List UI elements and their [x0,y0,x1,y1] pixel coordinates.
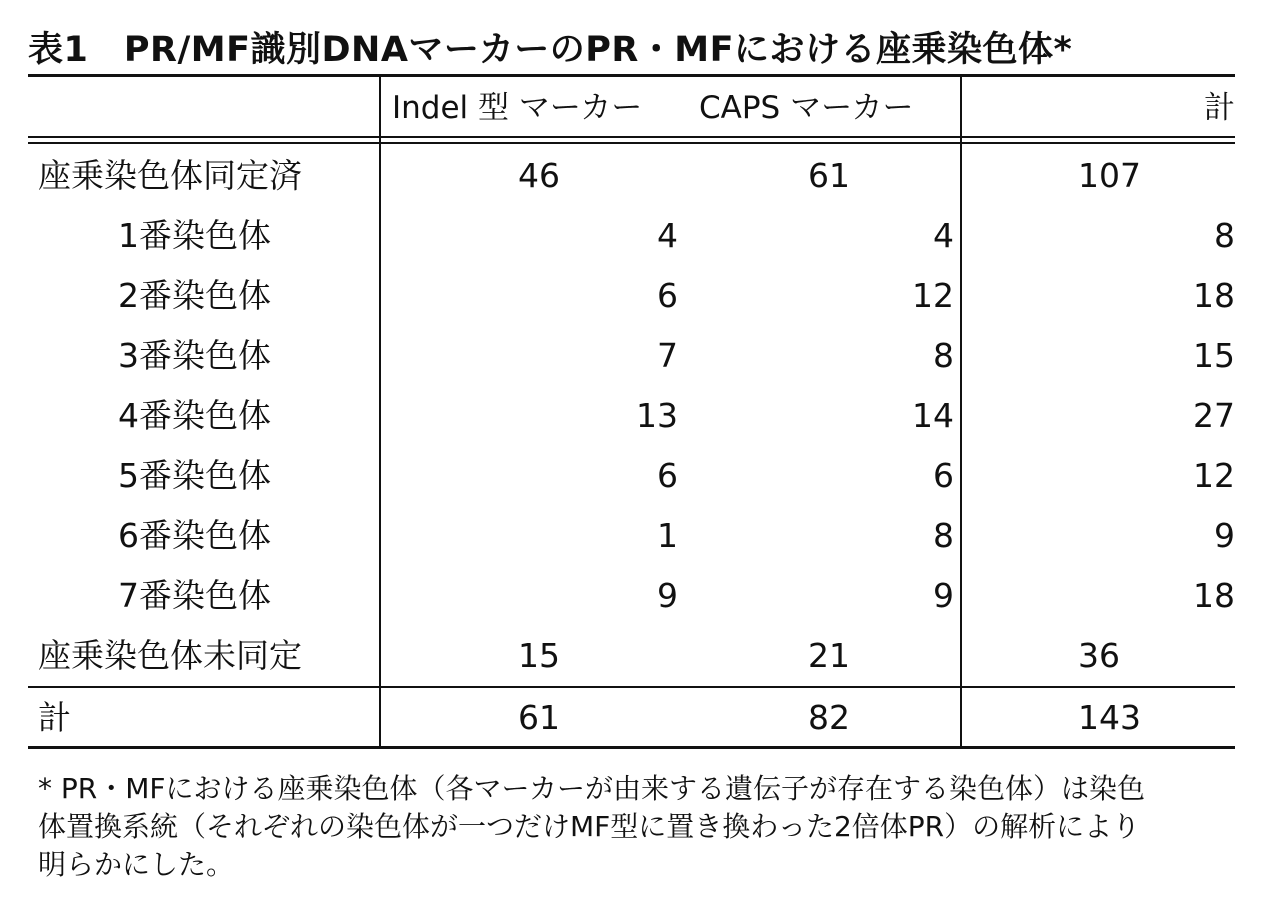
caps-value: 4 [933,216,954,255]
footnote-line-2: 体置換系統（それぞれの染色体が一つだけMF型に置き換わった2倍体PR）の解析により [38,810,1141,843]
indel-value: 15 [518,636,560,675]
total-value: 18 [1193,276,1235,315]
table-row-chr6 [28,506,1235,566]
footnote [38,770,1248,884]
caps-value: 8 [933,336,954,375]
indel-value: 13 [636,396,678,435]
table-row-chr2 [28,266,1235,326]
footnote-line-3: 明らかにした。 [38,848,235,881]
row-label: 5番染色体 [118,456,271,495]
total-value: 107 [1078,156,1141,195]
row-label: 3番染色体 [118,336,271,375]
caps-value: 8 [933,516,954,555]
header-rule-2 [28,142,1235,144]
indel-value: 1 [657,516,678,555]
indel-value: 6 [657,456,678,495]
table-row-total [28,688,1235,748]
table-row-chr7 [28,566,1235,626]
total-value: 27 [1193,396,1235,435]
table-row-chr4 [28,386,1235,446]
indel-value: 4 [657,216,678,255]
row-label: 座乗染色体未同定 [38,636,302,675]
total-value: 18 [1193,576,1235,615]
table-row-chr5 [28,446,1235,506]
total-value: 143 [1078,698,1141,737]
top-rule [28,74,1235,77]
marker-table [28,74,1235,749]
total-value: 8 [1214,216,1235,255]
table-row-unidentified [28,626,1235,686]
header-rule [28,136,1235,138]
indel-value: 46 [518,156,560,195]
total-value: 12 [1193,456,1235,495]
total-value: 9 [1214,516,1235,555]
row-label: 計 [38,698,71,737]
caps-value: 61 [808,156,850,195]
header-caps: CAPS マーカー [699,90,914,126]
table-row-chr3 [28,326,1235,386]
table-row-identified [28,146,1235,206]
header-total: 計 [1204,90,1235,126]
table-row-chr1 [28,206,1235,266]
caps-value: 6 [933,456,954,495]
caps-value: 12 [912,276,954,315]
row-label: 7番染色体 [118,576,271,615]
header-indel: Indel 型 マーカー [392,90,643,126]
indel-value: 9 [657,576,678,615]
indel-value: 61 [518,698,560,737]
row-label: 6番染色体 [118,516,271,555]
caps-value: 21 [808,636,850,675]
caps-value: 9 [933,576,954,615]
caps-value: 14 [912,396,954,435]
indel-value: 6 [657,276,678,315]
row-label: 2番染色体 [118,276,271,315]
total-value: 15 [1193,336,1235,375]
row-label: 座乗染色体同定済 [38,156,302,195]
total-value: 36 [1078,636,1120,675]
row-label: 1番染色体 [118,216,271,255]
row-label: 4番染色体 [118,396,271,435]
indel-value: 7 [657,336,678,375]
table-title: 表1 PR/MF識別DNAマーカーのPR・MFにおける座乗染色体* [28,30,1073,70]
footnote-line-1: * PR・MFにおける座乗染色体（各マーカーが由来する遺伝子が存在する染色体）は染色 [38,772,1145,805]
caps-value: 82 [808,698,850,737]
